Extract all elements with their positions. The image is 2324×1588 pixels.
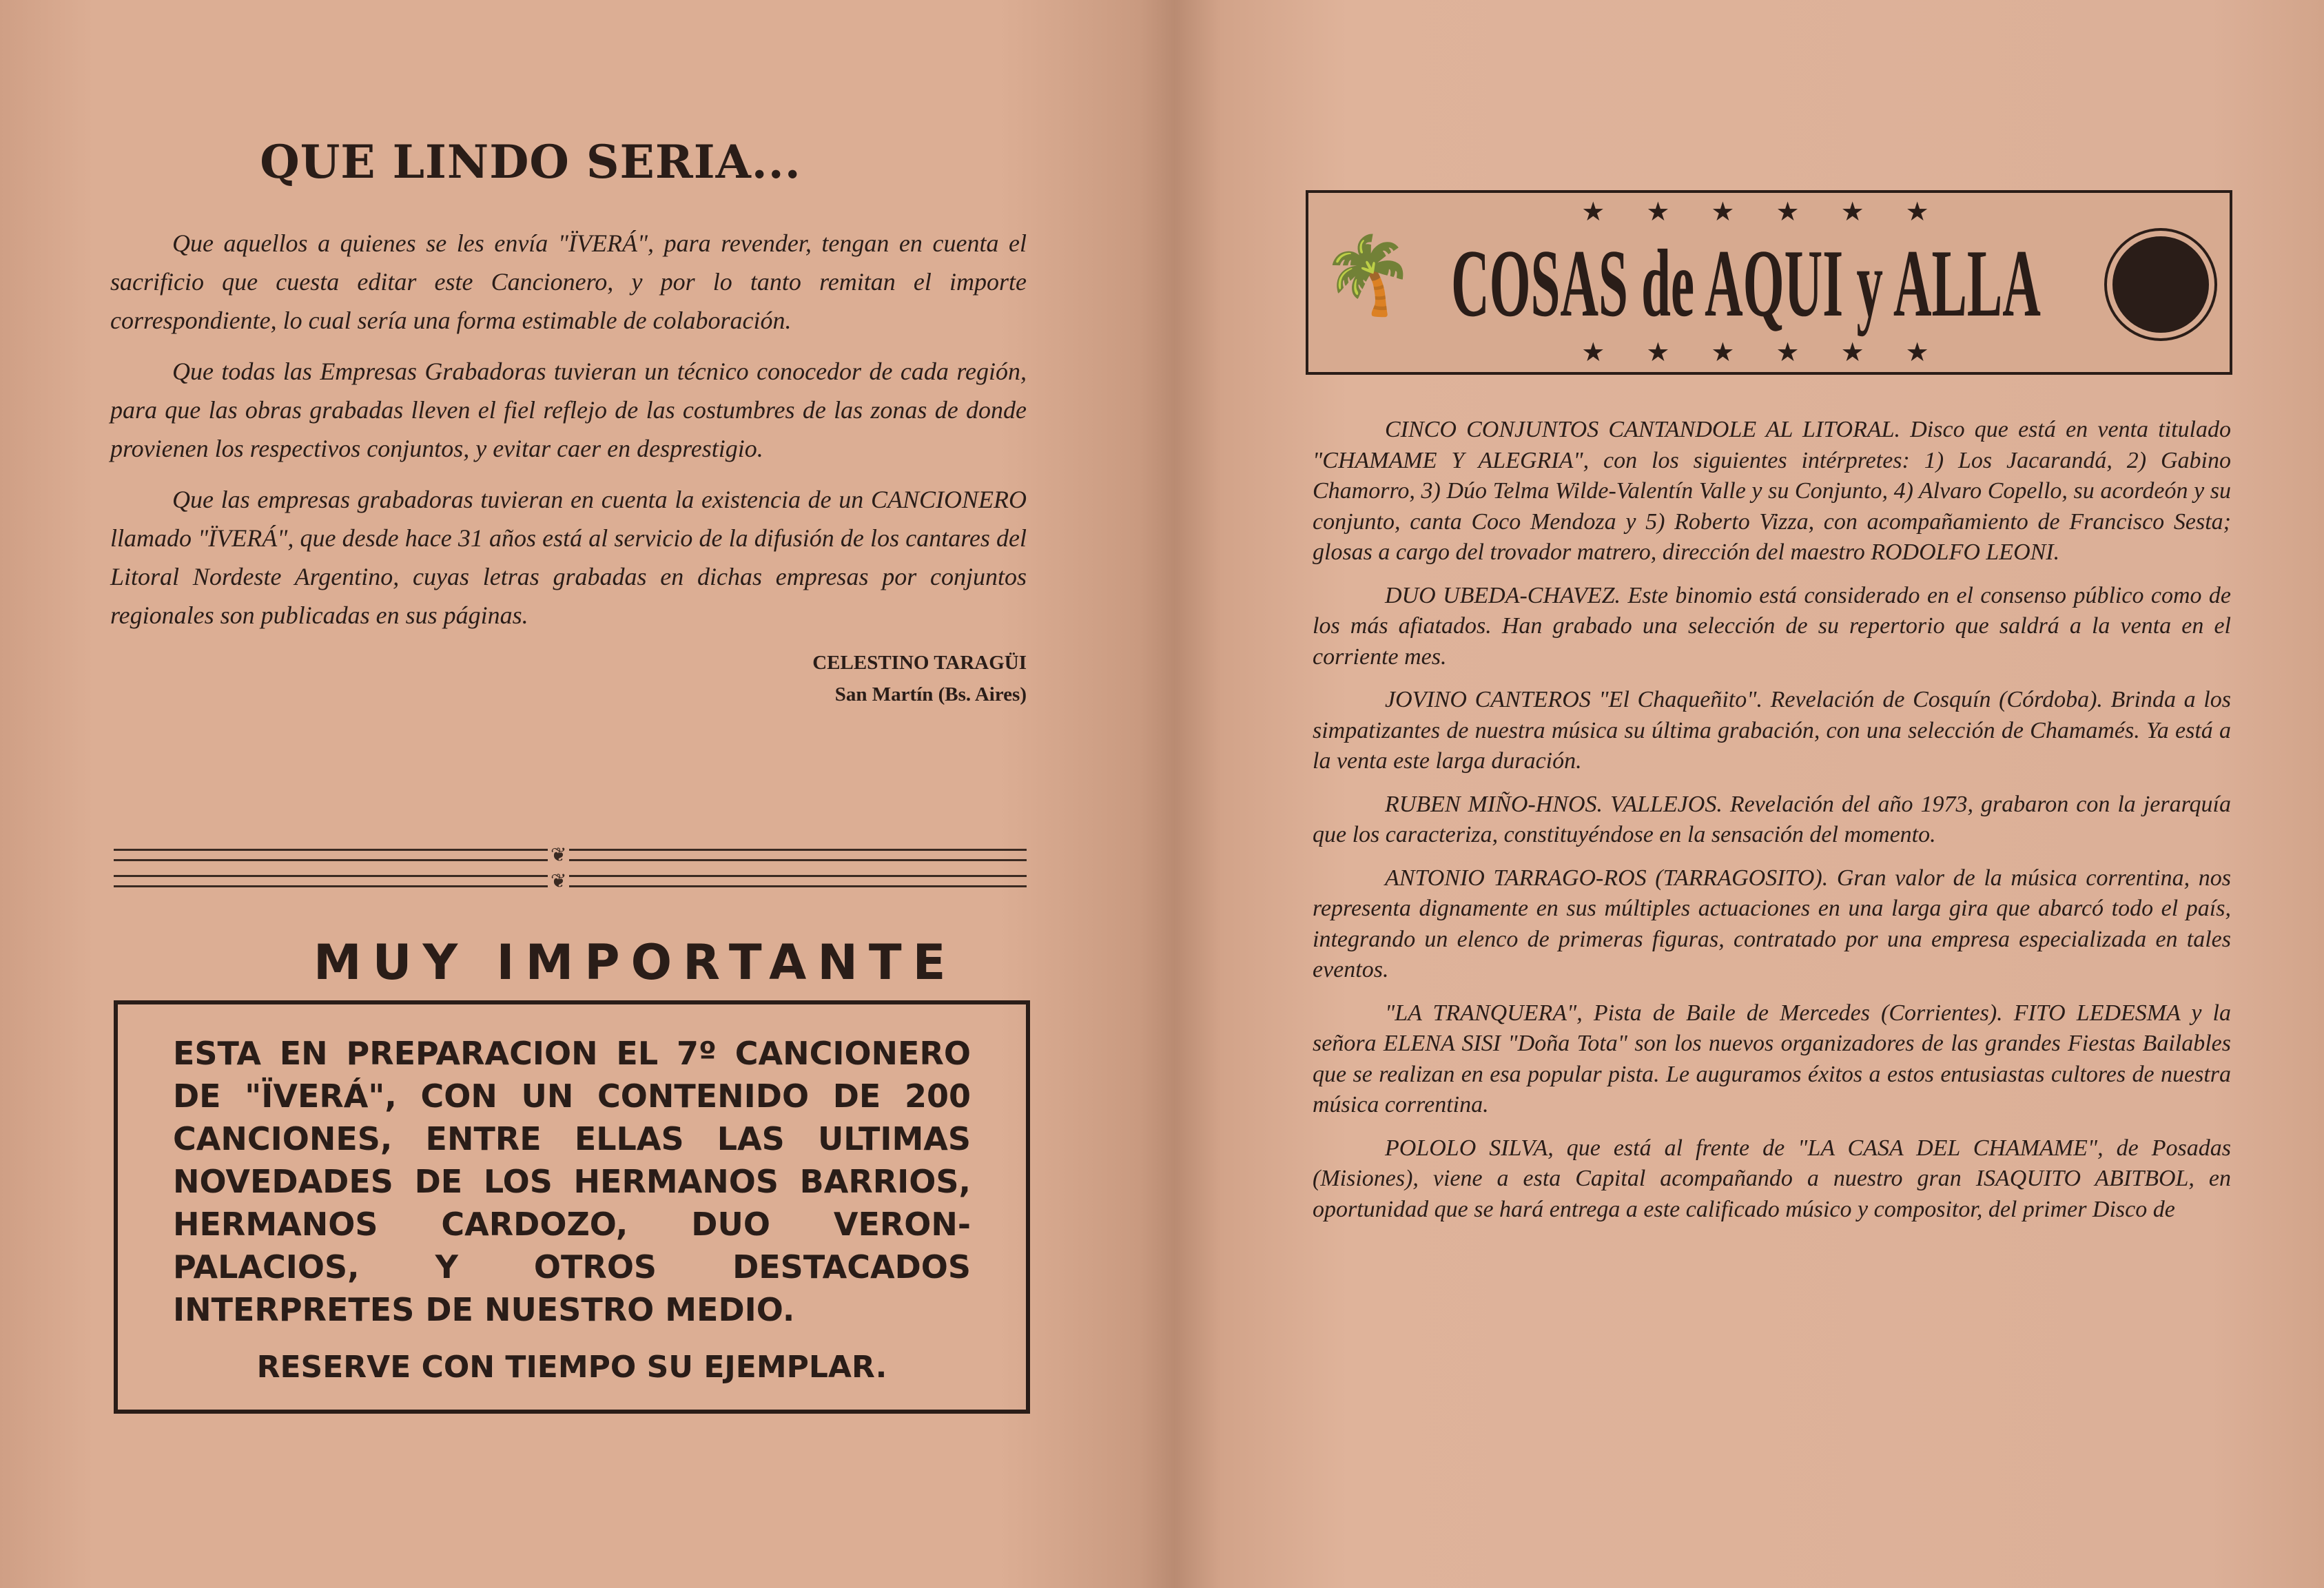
ornamental-divider: [114, 849, 1027, 861]
article-column: [110, 134, 1027, 710]
signature-place: San Martín (Bs. Aires): [834, 683, 1027, 705]
news-item: CINCO CONJUNTOS CANTANDOLE AL LITORAL. Disco que está en venta titulado "CHAMAME Y ALEGRIA", con los siguientes intérpretes: 1) Los Jacarandá, 2) Gabino Chamorro, 3) Dúo Telma Wilde-Valentín Valle y su Conjunto, 4) Alvaro Copello, su acordeón y su conjunto, canta Coco Mendoza y 5) Roberto Vizza, con acompañamiento de Francisco Sesta; glosas a cargo del trovador matrero, dirección del maestro RODOLFO LEONI.: [1313, 417, 2231, 565]
notice-footer: RESERVE CON TIEMPO SU EJEMPLAR.: [256, 1350, 887, 1385]
section-header: [1306, 190, 2232, 375]
ornamental-divider: [114, 875, 1027, 887]
stars-decoration: ★★★★★★: [1581, 198, 1971, 227]
news-item: DUO UBEDA-CHAVEZ. Este binomio está considerado en el consenso público como de los más afiatados. Han grabado una selección de su repertorio que saldrá a la venta en el corriente mes.: [1313, 582, 2231, 670]
palm-tree-icon: 🌴: [1321, 234, 1415, 318]
paragraph: Que las empresas grabadoras tuvieran en cuenta la existencia de un CANCIONERO llamado "ÏVERÁ", que desde hace 31 años está al servicio de la difusión de los cantares del Litoral Nordeste Argentino, cuyas letras grabadas en dichas empresas por conjuntos regionales son publicadas en sus páginas.: [110, 486, 1027, 629]
notice-title: MUY IMPORTANTE: [313, 934, 957, 991]
news-item: ANTONIO TARRAGO-ROS (TARRAGOSITO). Gran valor de la música correntina, nos representa dignamente en sus múltiples actuaciones en una larga gira que abarcó todo el país, integrando un elenco de primeras figuras, contratado por una empresa especializada en tales eventos.: [1313, 865, 2231, 982]
notice-box: [114, 1000, 1030, 1414]
right-page: [1175, 0, 2324, 1588]
record-disc-icon: [2107, 231, 2214, 338]
section-title-area: [1426, 230, 2066, 337]
news-item: "LA TRANQUERA", Pista de Baile de Mercedes (Corrientes). FITO LEDESMA y la señora ELENA SISI "Doña Tota" son los nuevos organizadores de las grandes Fiestas Bailables que se realizan en esa popular pista. Le auguramos éxitos a estos entusiastas cultores de nuestra música correntina.: [1313, 1000, 2231, 1117]
section-title: COSAS de AQUI y ALLA: [1451, 230, 2041, 337]
ornament-icon: ❦: [548, 843, 569, 867]
news-item: RUBEN MIÑO-HNOS. VALLEJOS. Revelación del año 1973, grabaron con la jerarquía que los caracteriza, constituyéndose en la sensación del momento.: [1313, 791, 2231, 847]
paragraph: Que aquellos a quienes se les envía "ÏVERÁ", para revender, tengan en cuenta el sacrificio que cuesta editar este Cancionero, y por lo tanto remitan el importe correspondiente, lo cual sería una forma estimable de colaboración.: [110, 229, 1027, 334]
stars-decoration: ★★★★★★: [1581, 338, 1971, 367]
news-item: JOVINO CANTEROS "El Chaqueñito". Revelación de Cosquín (Córdoba). Brinda a los simpatizantes de nuestra música su última grabación, con una selección de Chamamés. Ya está a la venta este larga duración.: [1313, 687, 2231, 774]
signature-name: CELESTINO TARAGÜI: [812, 652, 1027, 674]
paragraph: Que todas las Empresas Grabadoras tuvieran un técnico conocedor de cada región, para que las obras grabadas lleven el fiel reflejo de las costumbres de las zonas de donde provienen los respectivos conjuntos, y evitar caer en desprestigio.: [110, 358, 1027, 462]
ornament-icon: ❦: [548, 869, 569, 893]
news-items: [1313, 415, 2231, 1237]
news-item: POLOLO SILVA, que está al frente de "LA CASA DEL CHAMAME", de Posadas (Misiones), viene a esta Capital acompañando a nuestro gran ISAQUITO ABITBOL, en oportunidad que se hará entrega a este calificado músico y compositor, del primer Disco de: [1313, 1135, 2231, 1222]
page-title: QUE LINDO SERIA...: [260, 135, 801, 189]
notice-body: ESTA EN PREPARACION EL 7º CANCIONERO DE "ÏVERÁ", CON UN CONTENIDO DE 200 CANCIONES, ENTRE ELLAS LAS ULTIMAS NOVEDADES DE LOS HERMANOS BARRIOS, HERMANOS CARDOZO, DUO VERON-PALACIOS, Y OTROS DESTACADOS INTERPRETES DE NUESTRO MEDIO.: [173, 1035, 971, 1328]
